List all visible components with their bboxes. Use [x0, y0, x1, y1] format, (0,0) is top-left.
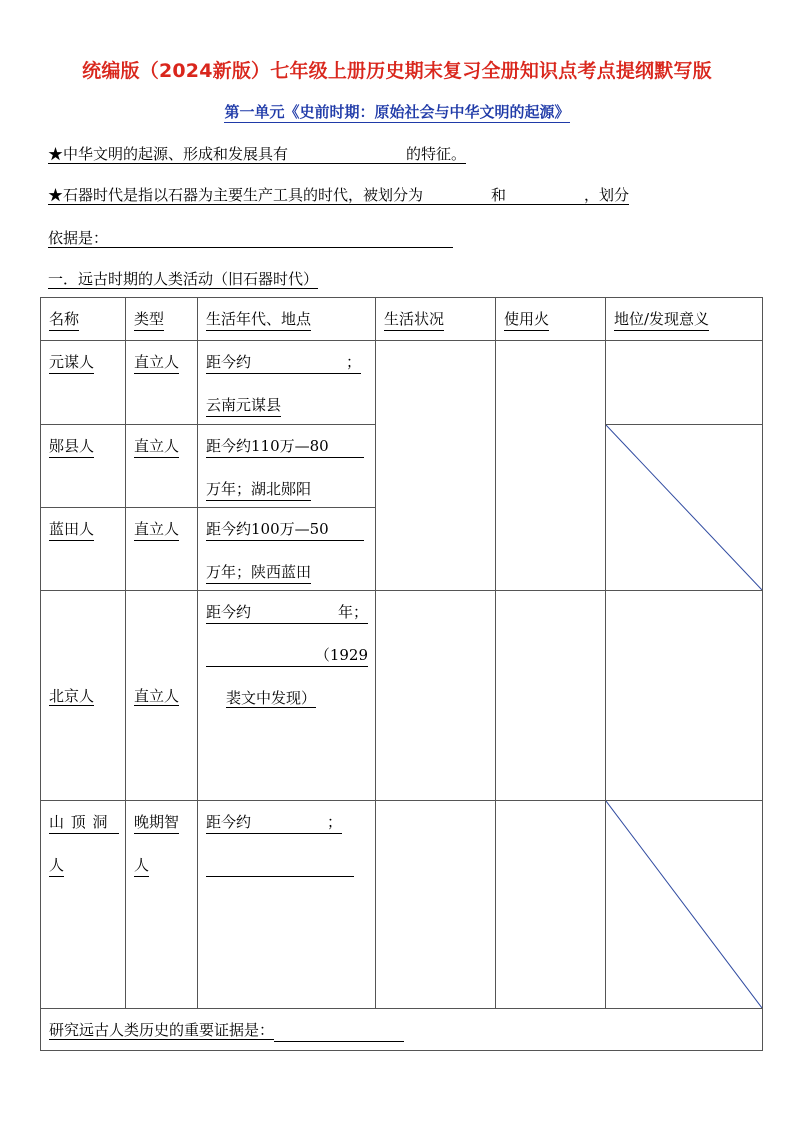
type-cell: 晚期智 人 [126, 801, 198, 1009]
intro-1-suffix: 的特征。 [406, 145, 467, 163]
type-cell: 直立人 [126, 341, 198, 425]
footer-cell [41, 1009, 763, 1051]
living-status-cell[interactable] [376, 591, 496, 801]
location-line[interactable] [206, 856, 354, 877]
intro-line-3 [48, 227, 453, 248]
intro-2-suffix: ，划分 [584, 186, 630, 204]
section-heading [48, 268, 318, 289]
intro-1-prefix: ★中华文明的起源、形成和发展具有 [48, 145, 289, 163]
history-table [40, 297, 763, 1051]
section-heading-text: 一．远古时期的人类活动（旧石器时代） [48, 270, 319, 288]
fill-blank[interactable] [108, 230, 453, 248]
fill-blank[interactable] [288, 146, 406, 164]
era-location-cell [198, 801, 376, 1009]
fire-use-cell[interactable] [496, 341, 606, 591]
intro-2-prefix: ★石器时代是指以石器为主要生产工具的时代，被划分为 [48, 186, 424, 204]
intro-2-and: 和 [491, 186, 507, 204]
fire-use-cell[interactable] [496, 801, 606, 1009]
significance-cell[interactable] [606, 341, 763, 425]
name-cell: 蓝田人 [41, 508, 126, 591]
intro-line-2 [48, 184, 629, 205]
name-cell: 山 顶 洞 人 [41, 801, 126, 1009]
header-cell: 生活年代、地点 [198, 298, 376, 341]
significance-cell-crossed [606, 425, 763, 591]
name-cell: 元谋人 [41, 341, 126, 425]
type-cell: 直立人 [126, 591, 198, 801]
location-line[interactable]: （1929 [206, 644, 368, 667]
unit-title-text: 第一单元《史前时期：原始社会与中华文明的起源》 [224, 103, 570, 121]
fill-blank[interactable] [506, 187, 584, 205]
era-line[interactable]: 距今约 ； [206, 811, 342, 834]
era-line[interactable]: 距今约 年； [206, 601, 368, 624]
fire-use-cell[interactable] [496, 591, 606, 801]
table-header-row [41, 298, 763, 341]
era-location-cell: 距今约100万—50 万年；陕西蓝田 [198, 508, 376, 591]
significance-cell-crossed [606, 801, 763, 1009]
unit-title [0, 101, 794, 122]
header-cell: 名称 [41, 298, 126, 341]
diagonal-line [606, 425, 762, 590]
table-row [41, 341, 763, 425]
header-cell: 使用火 [496, 298, 606, 341]
type-cell: 直立人 [126, 425, 198, 508]
era-line[interactable]: 距今约 ； [206, 351, 361, 374]
table-row [41, 801, 763, 1009]
header-cell: 类型 [126, 298, 198, 341]
era-location-cell: 距今约110万—80 万年；湖北郧阳 [198, 425, 376, 508]
fill-blank[interactable] [423, 187, 491, 205]
header-cell: 地位/发现意义 [606, 298, 763, 341]
fill-blank[interactable] [274, 1023, 404, 1042]
diagonal-line [606, 801, 762, 1008]
era-location-cell: 距今约 ； 云南元谋县 [198, 341, 376, 425]
document-title: 统编版（2024新版）七年级上册历史期末复习全册知识点考点提纲默写版 [82, 60, 712, 82]
table-footer-row [41, 1009, 763, 1051]
header-cell: 生活状况 [376, 298, 496, 341]
type-cell: 直立人 [126, 508, 198, 591]
intro-3-prefix: 依据是： [48, 229, 109, 247]
living-status-cell[interactable] [376, 801, 496, 1009]
era-location-cell: 距今约 年； （1929 裴文中发现） [198, 591, 376, 801]
name-cell: 郧县人 [41, 425, 126, 508]
name-cell: 北京人 [41, 591, 126, 801]
living-status-cell[interactable] [376, 341, 496, 591]
intro-line-1 [48, 143, 466, 164]
table-row [41, 591, 763, 801]
significance-cell[interactable] [606, 591, 763, 801]
footer-text: 研究远古人类历史的重要证据是： [49, 1021, 275, 1039]
